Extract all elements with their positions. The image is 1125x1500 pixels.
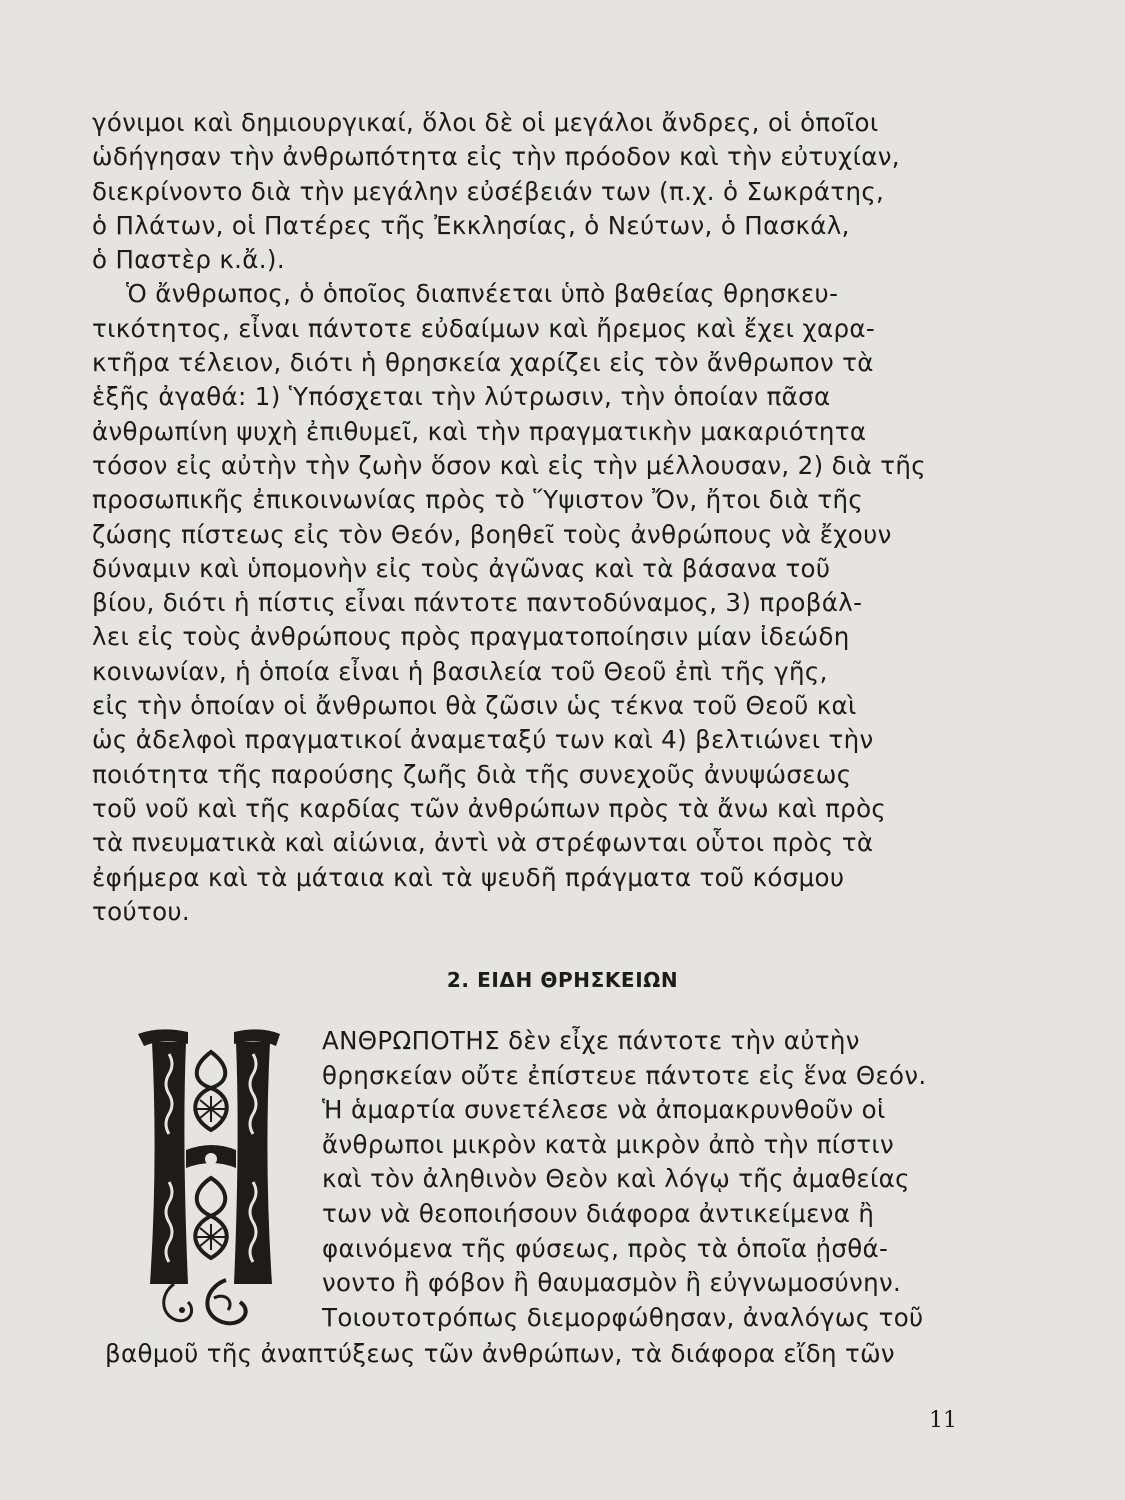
text-line: ἄνθρωποι μικρὸν κατὰ μικρὸν ἀπὸ τὴν πίστιν xyxy=(322,1129,895,1159)
text-line: ἐφήμερα καὶ τὰ μάταια καὶ τὰ ψευδῆ πράγματα τοῦ κόσμου xyxy=(92,862,845,892)
text-line: θρησκείαν οὔτε ἐπίστευε πάντοτε εἰς ἕνα Θεόν. xyxy=(322,1060,927,1090)
text-line: κοινωνίαν, ἡ ὁποία εἶναι ἡ βασιλεία τοῦ Θεοῦ ἐπὶ τῆς γῆς, xyxy=(92,656,828,686)
text-line: εἰς τὴν ὁποίαν οἱ ἄνθρωποι θὰ ζῶσιν ὡς τέκνα τοῦ Θεοῦ καὶ xyxy=(92,691,857,721)
text-line: βαθμοῦ τῆς ἀναπτύξεως τῶν ἀνθρώπων, τὰ διάφορα εἴδη τῶν xyxy=(105,1339,895,1368)
text-line: λει εἰς τοὺς ἀνθρώπους πρὸς πραγματοποίησιν μίαν ἰδεώδη xyxy=(92,622,850,652)
text-line: τὰ πνευματικὰ καὶ αἰώνια, ἀντὶ νὰ στρέφωνται οὗτοι πρὸς τὰ xyxy=(92,828,874,858)
text-line: διεκρίνοντο διὰ τὴν μεγάλην εὐσέβειάν των (π.χ. ὁ Σωκράτης, xyxy=(92,176,885,206)
text-line: Ἡ ἁμαρτία συνετέλεσε νὰ ἀπομακρυνθοῦν οἱ xyxy=(322,1095,886,1125)
text-line: των νὰ θεοποιήσουν διάφορα ἀντικείμενα ἢ xyxy=(322,1198,875,1228)
text-line: τόσον εἰς αὐτὴν τὴν ζωὴν ὅσον καὶ εἰς τὴν μέλλουσαν, 2) διὰ τῆς xyxy=(92,450,926,480)
text-line: φαινόμενα τῆς φύσεως, πρὸς τὰ ὁποῖα ᾐσθά- xyxy=(322,1233,889,1263)
text-line: νοντο ἢ φόβον ἢ θαυμασμὸν ἢ εὐγνωμοσύνην. xyxy=(322,1268,902,1298)
text-line: ὡδήγησαν τὴν ἀνθρωπότητα εἰς τὴν πρόοδον καὶ τὴν εὐτυχίαν, xyxy=(92,142,900,172)
paragraph-religions xyxy=(322,1024,962,1335)
section-heading: 2. ΕΙΔΗ ΘΡΗΣΚΕΙΩΝ xyxy=(446,968,679,992)
text-line: ζώσης πίστεως εἰς τὸν Θεόν, βοηθεῖ τοὺς ἀνθρώπους νὰ ἔχουν xyxy=(92,519,892,549)
ornamental-drop-cap-eta xyxy=(130,1022,312,1332)
text-line: κτῆρα τέλειον, διότι ἡ θρησκεία χαρίζει εἰς τὸν ἄνθρωπον τὰ xyxy=(92,348,874,378)
text-line: Ὁ ἄνθρωπος, ὁ ὁποῖος διαπνέεται ὑπὸ βαθείας θρησκευ- xyxy=(126,279,839,309)
text-line: τοῦ νοῦ καὶ τῆς καρδίας τῶν ἀνθρώπων πρὸς τὰ ἄνω καὶ πρὸς xyxy=(92,793,887,823)
text-line: ὡς ἀδελφοὶ πραγματικοί ἀναμεταξύ των καὶ 4) βελτιώνει τὴν xyxy=(92,725,874,755)
text-line: καὶ τὸν ἀληθινὸν Θεὸν καὶ λόγῳ τῆς ἀμαθείας xyxy=(322,1164,910,1194)
page-number: 11 xyxy=(929,1408,957,1433)
text-line: βίου, διότι ἡ πίστις εἶναι πάντοτε παντοδύναμος, 3) προβάλ- xyxy=(92,588,863,618)
drop-cap-ornament-icon xyxy=(130,1022,312,1332)
text-line: ποιότητα τῆς παρούσης ζωῆς διὰ τῆς συνεχοῦς ἀνυψώσεως xyxy=(92,759,852,789)
text-line: ἀνθρωπίνη ψυχὴ ἐπιθυμεῖ, καὶ τὴν πραγματικὴν μακαριότητα xyxy=(92,416,867,446)
text-line: δύναμιν καὶ ὑπομονὴν εἰς τοὺς ἀγῶνας καὶ τὰ βάσανα τοῦ xyxy=(92,553,831,583)
text-line: Τοιουτοτρόπως διεμορφώθησαν, ἀναλόγως τοῦ xyxy=(322,1302,924,1332)
paragraph-continuation xyxy=(105,1337,895,1371)
text-line: ΑΝΘΡΩΠΟΤΗΣ δὲν εἶχε πάντοτε τὴν αὐτὴν xyxy=(322,1026,860,1055)
text-line: ὁ Πλάτων, οἱ Πατέρες τῆς Ἐκκλησίας, ὁ Νεύτων, ὁ Πασκάλ, xyxy=(92,210,850,240)
text-line: τούτου. xyxy=(92,896,191,926)
text-line: προσωπικῆς ἐπικοινωνίας πρὸς τὸ Ὕψιστον Ὄν, ἤτοι διὰ τῆς xyxy=(92,485,864,515)
paragraph-intro xyxy=(92,106,960,929)
text-line: γόνιμοι καὶ δημιουργικαί, ὅλοι δὲ οἱ μεγάλοι ἄνδρες, οἱ ὁποῖοι xyxy=(92,108,879,137)
text-line: ἑξῆς ἀγαθά: 1) Ὑπόσχεται τὴν λύτρωσιν, τὴν ὁποίαν πᾶσα xyxy=(92,382,831,412)
text-line: ὁ Παστὲρ κ.ἄ.). xyxy=(92,245,285,275)
text-line: τικότητος, εἶναι πάντοτε εὐδαίμων καὶ ἤρεμος καὶ ἔχει χαρα- xyxy=(92,313,876,343)
